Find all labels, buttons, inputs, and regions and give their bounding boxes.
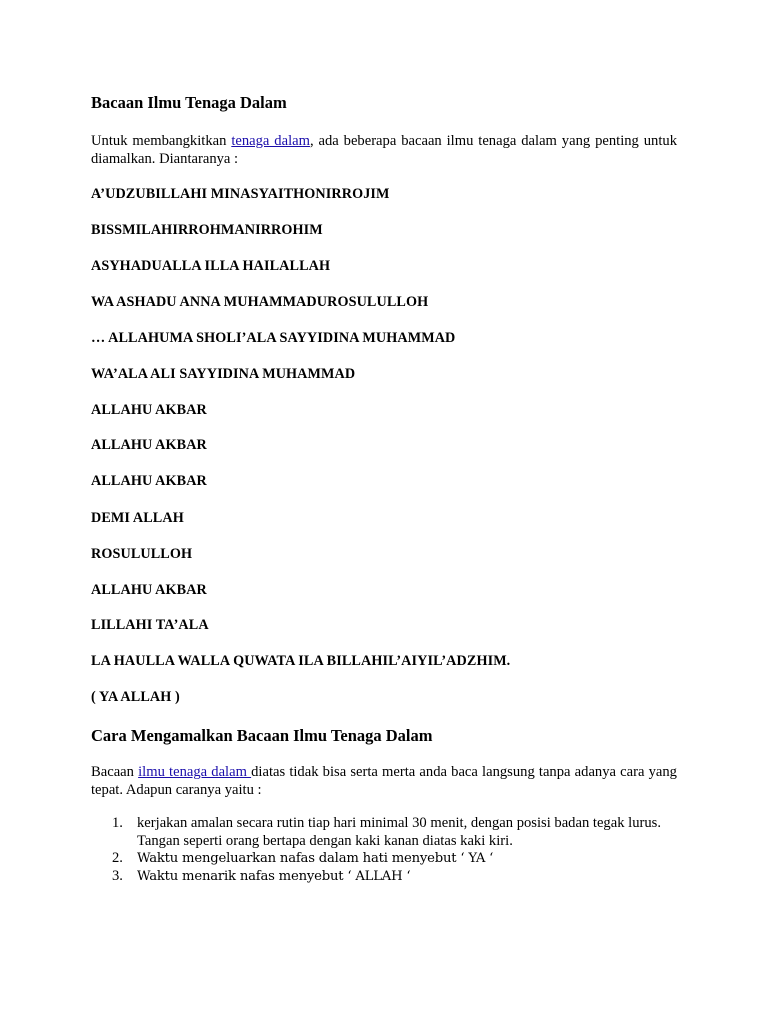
intro-text-end: , ada beberapa bacaan ilmu tenaga dalam yang penting untuk diamalkan. Diantaranya : — [91, 133, 677, 167]
bacaan-line: ALLAHU AKBAR — [91, 402, 207, 418]
bacaan-line: … ALLAHUMA SHOLI’ALA SAYYIDINA MUHAMMAD — [91, 330, 456, 346]
bacaan-line: ALLAHU AKBAR — [91, 437, 207, 453]
list-item — [91, 868, 691, 886]
tenaga-dalam-link[interactable]: tenaga dalam — [231, 133, 310, 149]
bacaan-line: ALLAHU AKBAR — [91, 473, 207, 489]
cara-text-end: diatas tidak bisa serta merta anda baca langsung tanpa adanya cara yang tepat. Adapun caranya yaitu : — [91, 764, 677, 798]
heading-bacaan: Bacaan Ilmu Tenaga Dalam — [91, 93, 287, 112]
intro-paragraph — [91, 132, 677, 168]
bacaan-line: WA’ALA ALI SAYYIDINA MUHAMMAD — [91, 366, 356, 382]
intro-text-start: Untuk membangkitkan — [91, 133, 232, 149]
bacaan-line: ( YA ALLAH ) — [91, 689, 180, 705]
bacaan-line: A’UDZUBILLAHI MINASYAITHONIRROJIM — [91, 186, 390, 202]
ilmu-tenaga-dalam-link[interactable]: ilmu tenaga dalam — [138, 764, 252, 780]
bacaan-line: LA HAULLA WALLA QUWATA ILA BILLAHIL’AIYIL’ADZHIM. — [91, 653, 511, 669]
bacaan-line: ALLAHU AKBAR — [91, 582, 207, 598]
list-item — [91, 815, 691, 850]
step-text: Waktu mengeluarkan nafas dalam hati menyebut ‘ YA ‘ — [137, 851, 494, 866]
bacaan-line: DEMI ALLAH — [91, 510, 184, 526]
heading-cara: Cara Mengamalkan Bacaan Ilmu Tenaga Dalam — [91, 726, 433, 745]
bacaan-line: ROSULULLOH — [91, 546, 193, 562]
bacaan-line: WA ASHADU ANNA MUHAMMADUROSULULLOH — [91, 294, 429, 310]
step-number: 1. — [112, 815, 123, 831]
step-text: kerjakan amalan secara rutin tiap hari minimal 30 menit, dengan posisi badan tegak lurus. Tangan seperti orang bertapa dengan kaki kanan diatas kaki kiri. — [137, 815, 661, 849]
bacaan-line: ASYHADUALLA ILLA HAILALLAH — [91, 258, 331, 274]
cara-text-start: Bacaan — [91, 764, 139, 780]
steps-list — [91, 815, 691, 885]
step-number: 3. — [112, 867, 123, 884]
bacaan-line: LILLAHI TA’ALA — [91, 617, 209, 633]
step-number: 2. — [112, 850, 123, 866]
list-item — [91, 850, 691, 868]
step-text: Waktu menarik nafas menyebut ‘ ALLAH ‘ — [137, 868, 411, 884]
bacaan-line: BISSMILAHIRROHMANIRROHIM — [91, 222, 323, 238]
cara-paragraph — [91, 763, 677, 799]
